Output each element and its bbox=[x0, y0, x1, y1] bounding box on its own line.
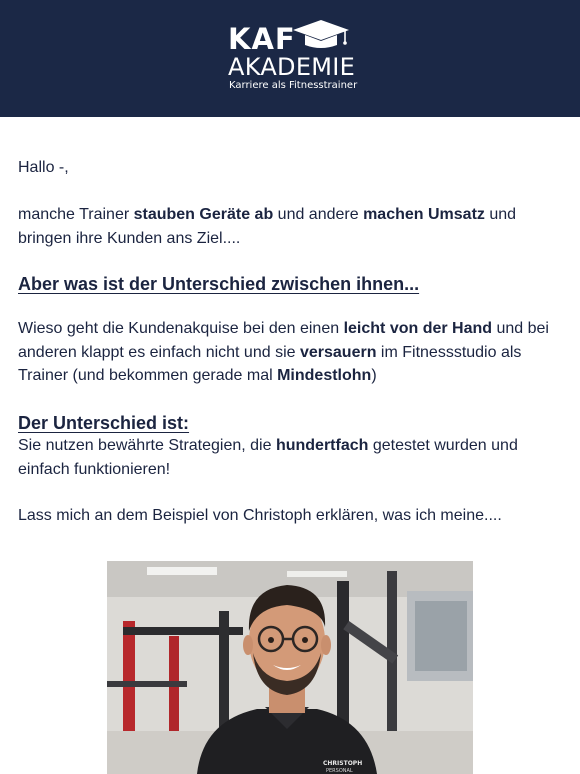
shirt-text-2: PERSONAL bbox=[326, 768, 353, 774]
bold-span: machen Umsatz bbox=[363, 206, 485, 223]
section-heading-answer: Der Unterschied ist: bbox=[18, 413, 190, 433]
text-span: und andere bbox=[273, 206, 364, 223]
graduation-cap-icon bbox=[291, 18, 351, 50]
text-span: Wieso geht die Kundenakquise bei den einen bbox=[18, 320, 344, 337]
section-heading-difference: Aber was ist der Unterschied zwischen ihnen... bbox=[18, 274, 420, 294]
logo-tagline: Karriere als Fitnesstrainer bbox=[229, 80, 358, 91]
trainer-photo bbox=[107, 561, 473, 774]
logo-akademie-text: AKADEMIE bbox=[228, 53, 356, 81]
text-span: getestet wurden und einfach funktionieren! bbox=[18, 437, 518, 478]
example-paragraph: Lass mich an dem Beispiel von Christoph erklären, was ich meine.... bbox=[18, 507, 502, 524]
acquisition-paragraph bbox=[18, 317, 563, 388]
kaf-akademie-logo[interactable] bbox=[228, 18, 358, 98]
bold-span: hundertfach bbox=[275, 437, 369, 454]
bold-span: leicht von der Hand bbox=[343, 320, 493, 337]
greeting-text: Hallo -, bbox=[18, 159, 69, 176]
text-span: und bringen ihre Kunden ans Ziel.... bbox=[18, 206, 517, 247]
text-span: im Fitnessstudio als Trainer (und bekommen gerade mal bbox=[18, 343, 522, 384]
bold-span: stauben Geräte ab bbox=[133, 206, 274, 223]
trainer-photo-illustration bbox=[107, 561, 473, 774]
logo-kaf-text: KAF bbox=[228, 22, 296, 56]
text-span: ) bbox=[371, 367, 377, 384]
text-span: manche Trainer bbox=[18, 206, 134, 223]
bold-span: Mindestlohn bbox=[277, 367, 372, 384]
intro-paragraph bbox=[18, 203, 563, 250]
strategies-paragraph bbox=[18, 434, 563, 481]
bold-span: versauern bbox=[299, 343, 377, 361]
text-span: Sie nutzen bewährte Strategien, die bbox=[18, 437, 276, 454]
email-header bbox=[0, 0, 580, 117]
shirt-text-1: CHRISTOPH bbox=[323, 760, 363, 767]
text-span: und bei anderen klappt es einfach nicht und sie bbox=[18, 320, 549, 361]
